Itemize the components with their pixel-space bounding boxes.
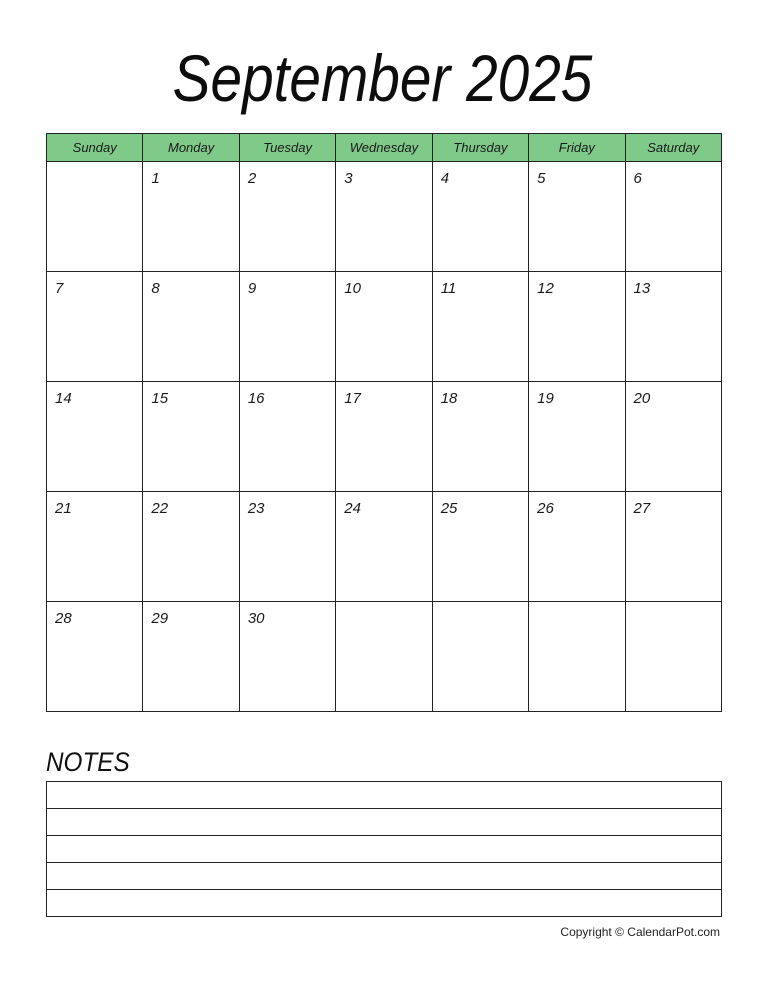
copyright-text: Copyright © CalendarPot.com [560,925,720,939]
day-cell [143,162,239,272]
day-number: 29 [151,610,169,627]
day-cell [47,272,143,382]
day-cell [336,162,432,272]
day-cell [47,602,143,712]
weekday-header-sunday: Sunday [47,134,143,162]
day-number: 13 [633,280,651,297]
day-cell [47,382,143,492]
month-grid [46,133,722,712]
day-cell [625,382,721,492]
day-number: 30 [247,610,265,627]
weekday-header-friday: Friday [529,134,625,162]
weekday-header-saturday: Saturday [625,134,721,162]
day-cell [432,382,528,492]
day-number: 11 [440,280,457,297]
week-row [47,492,722,602]
weekday-header-wednesday: Wednesday [336,134,432,162]
day-cell [432,492,528,602]
week-row [47,272,722,382]
day-number: 10 [344,280,361,297]
week-row [47,382,722,492]
day-number: 2 [247,170,257,187]
day-cell [432,162,528,272]
day-cell [625,162,721,272]
day-cell [529,272,625,382]
day-cell [432,272,528,382]
day-cell [143,602,239,712]
day-number: 17 [344,390,361,407]
day-number: 7 [55,280,64,297]
day-number: 3 [344,170,353,187]
day-number: 6 [633,170,642,187]
note-line [47,835,721,836]
day-cell [47,162,143,272]
day-cell [529,602,625,712]
day-cell [432,602,528,712]
day-number: 18 [440,390,458,407]
weekday-header-thursday: Thursday [432,134,528,162]
day-cell [336,382,432,492]
day-cell [336,492,432,602]
note-line [47,889,721,890]
day-cell [239,602,335,712]
day-number: 14 [55,390,72,407]
weekday-header-row [47,134,722,162]
day-cell [239,162,335,272]
day-number: 21 [55,500,72,517]
day-cell [529,162,625,272]
weekday-header-monday: Monday [143,134,239,162]
day-number [47,162,142,170]
day-number: 12 [537,280,554,297]
day-number: 19 [537,390,554,407]
day-number: 1 [151,170,160,187]
day-number: 4 [440,170,450,187]
note-line [47,808,721,809]
day-number [433,602,528,610]
day-number [529,602,624,610]
day-cell [143,272,239,382]
day-cell [625,272,721,382]
day-cell [625,492,721,602]
day-cell [625,602,721,712]
calendar-title: September 2025 [172,41,593,115]
day-cell [239,382,335,492]
day-cell [239,272,335,382]
day-number [626,602,721,610]
day-number: 22 [151,500,169,517]
day-number: 5 [537,170,546,187]
note-line [47,862,721,863]
notes-area [46,781,722,917]
day-number: 20 [633,390,651,407]
weekday-header-tuesday: Tuesday [239,134,335,162]
day-cell [529,492,625,602]
day-number [336,602,431,610]
day-number: 16 [247,390,265,407]
day-cell [143,382,239,492]
day-cell [529,382,625,492]
day-number: 8 [151,280,160,297]
day-number: 26 [537,500,554,517]
day-number: 9 [247,280,257,297]
notes-heading: NOTES [46,747,130,777]
day-number: 28 [55,610,72,627]
day-number: 25 [440,500,458,517]
day-cell [336,602,432,712]
day-number: 27 [633,500,651,517]
day-number: 23 [247,500,265,517]
day-cell [239,492,335,602]
week-row [47,602,722,712]
day-cell [336,272,432,382]
day-cell [47,492,143,602]
day-number: 15 [151,390,169,407]
day-cell [143,492,239,602]
day-number: 24 [344,500,361,517]
week-row [47,162,722,272]
